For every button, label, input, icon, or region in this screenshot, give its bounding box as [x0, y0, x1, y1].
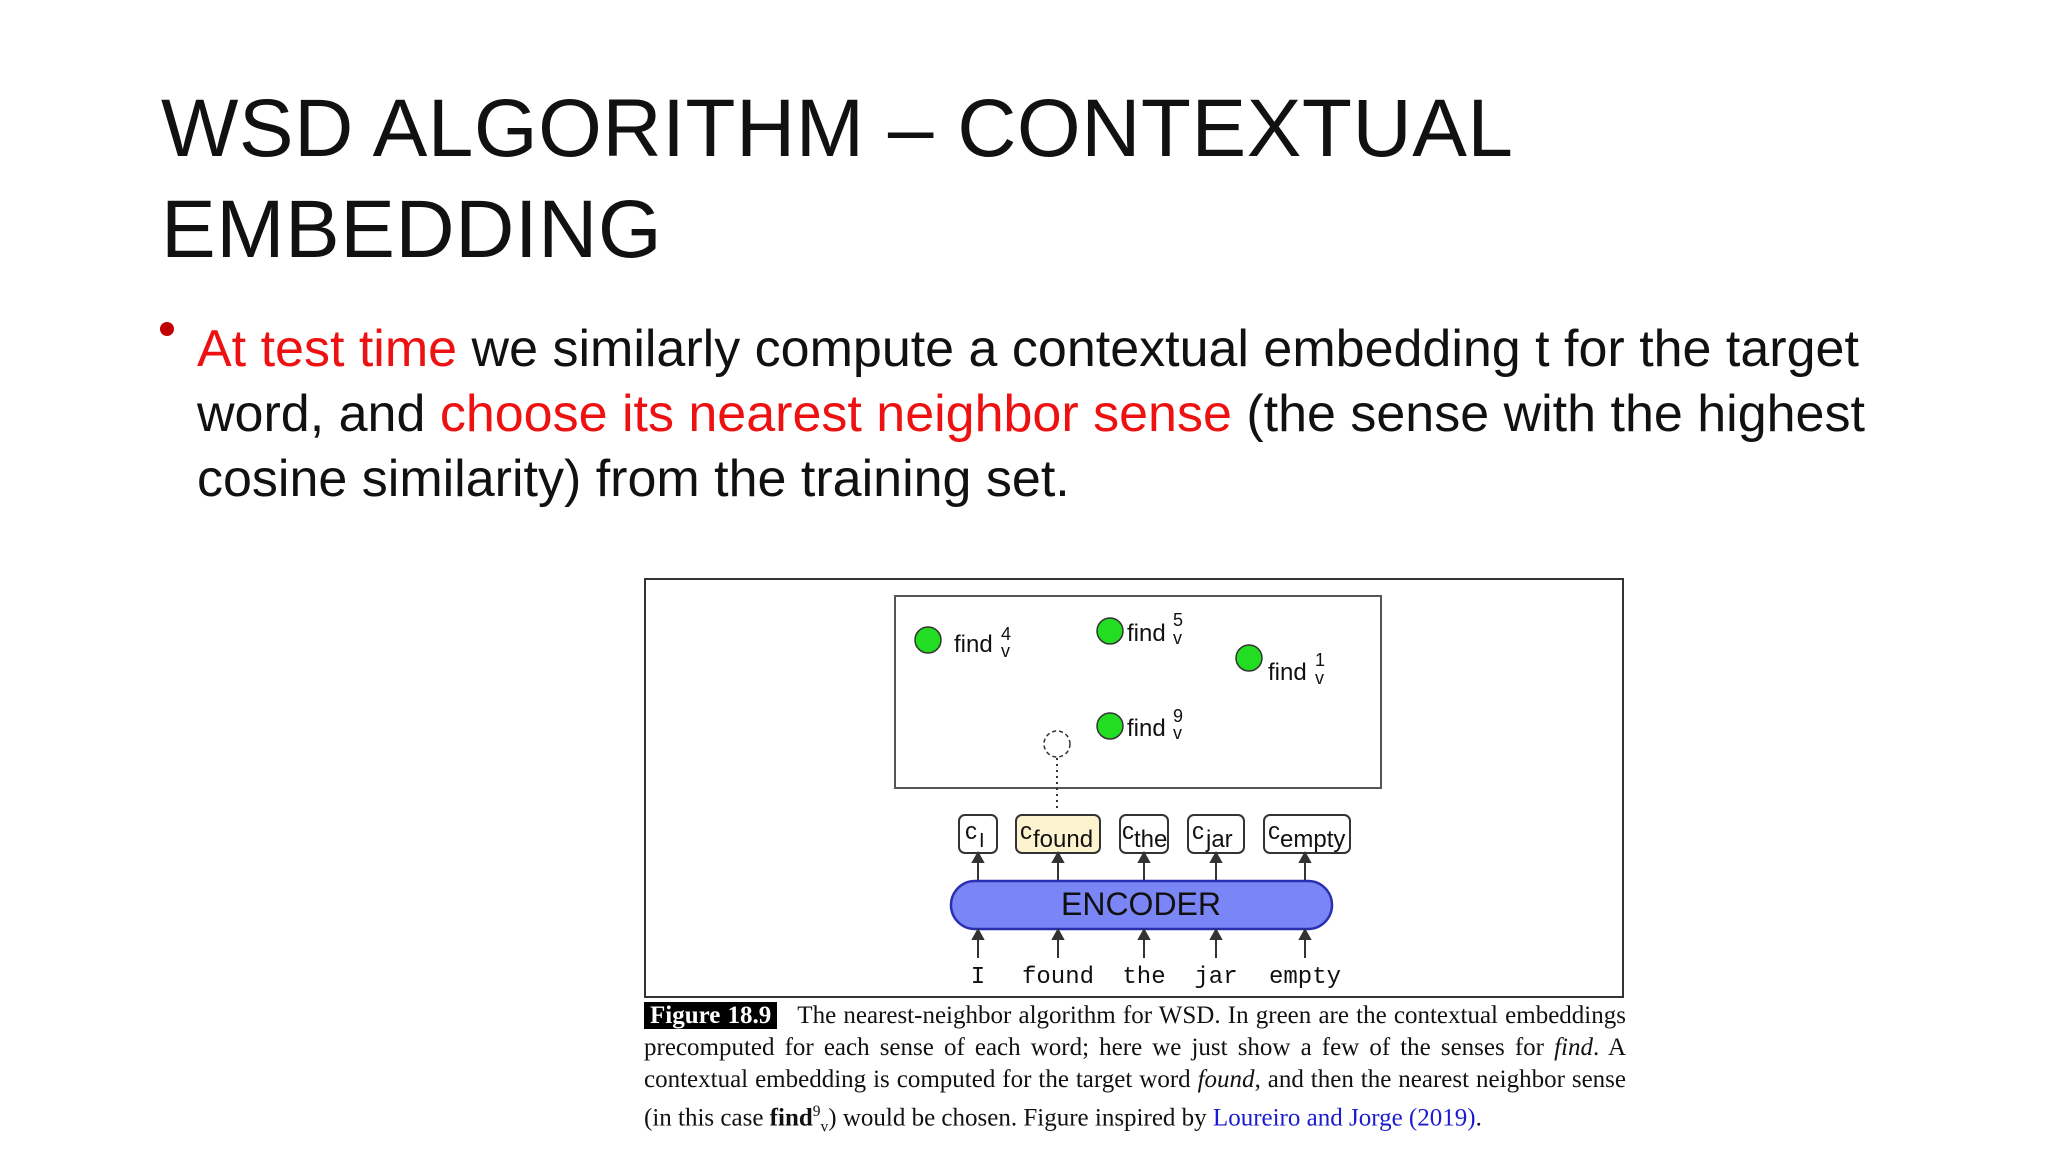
caption-italic: found	[1197, 1066, 1255, 1093]
sense-sub: v	[1173, 723, 1182, 743]
figure-diagram	[644, 578, 1624, 998]
context-prefix: c	[1192, 818, 1204, 845]
encoder-output-arrows	[973, 853, 1310, 881]
svg-text:find	[954, 631, 993, 658]
bullet-segment: we similarly compute a contextual embedding t for the target word, and	[197, 320, 1859, 443]
sense-dot	[1236, 645, 1262, 671]
sense-label: find	[1268, 659, 1307, 686]
input-tokens	[971, 964, 1341, 991]
context-sub: empty	[1280, 826, 1346, 853]
context-box-the	[1120, 815, 1168, 853]
token: empty	[1268, 964, 1342, 991]
caption-sub: v	[820, 1118, 829, 1136]
title-line-2: EMBEDDING	[161, 184, 663, 275]
sense-sup: 9	[1173, 706, 1184, 726]
sense-sup: 4	[1001, 624, 1012, 644]
sense-dot	[1097, 713, 1123, 739]
token: found	[1021, 964, 1095, 991]
caption-text: The nearest-neighbor algorithm for WSD. In green are the contextual embeddings precomputed for each sense of each word; here we just show a few of the senses for	[644, 1002, 1626, 1061]
sense-sup: 1	[1315, 650, 1326, 670]
sense-label: find	[1127, 715, 1166, 742]
context-sub: jar	[1206, 826, 1233, 853]
encoder-input-arrows	[973, 930, 1310, 958]
bullet-segment: (the sense with the highest cosine similarity) from the training set.	[197, 385, 1865, 508]
figure-caption	[644, 1000, 1626, 1143]
caption-sup: 9	[812, 1103, 821, 1120]
caption-text: .	[1475, 1104, 1482, 1132]
encoder-label: ENCODER	[1060, 886, 1222, 922]
context-box-jar	[1188, 815, 1244, 853]
sense-label: find	[954, 631, 993, 658]
token: the	[1122, 964, 1166, 991]
bullet-marker	[160, 322, 174, 336]
caption-italic: find	[1554, 1034, 1593, 1061]
bullet-text	[197, 317, 1887, 512]
token: jar	[1194, 964, 1238, 991]
highlight-test-time: At test time	[197, 320, 458, 378]
context-box-found	[1016, 815, 1100, 853]
caption-bold: find	[769, 1104, 813, 1132]
highlight-nearest-neighbor: choose its nearest neighbor sense	[439, 385, 1232, 443]
sense-dot	[915, 627, 941, 653]
slide-title	[161, 78, 1861, 280]
context-sub: the	[1134, 826, 1168, 853]
target-embedding-dashed-circle	[1044, 731, 1070, 757]
citation-link[interactable]: Loureiro and Jorge (2019)	[1212, 1104, 1476, 1132]
caption-text: . A contextual embedding is computed for the target word	[644, 1034, 1626, 1093]
context-prefix: c	[1122, 818, 1134, 845]
caption-text: ) would be chosen. Figure inspired by	[828, 1104, 1213, 1132]
sense-label: find	[1127, 620, 1166, 647]
title-line-1: WSD ALGORITHM – CONTEXTUAL	[161, 83, 1514, 174]
sense-sub: v	[1173, 628, 1182, 648]
context-prefix: c	[1268, 818, 1280, 845]
context-sub: found	[1033, 826, 1094, 853]
figure-number-label: Figure 18.9	[644, 1002, 777, 1029]
token: I	[970, 964, 986, 991]
sense-dot	[1097, 618, 1123, 644]
context-box-I	[959, 815, 997, 853]
sense-sub: v	[1315, 668, 1324, 688]
context-prefix: c	[1020, 818, 1032, 845]
context-sub: I	[979, 830, 985, 852]
context-prefix: c	[965, 818, 977, 845]
sense-sub: v	[1001, 641, 1010, 661]
context-box-empty	[1264, 815, 1350, 853]
caption-text: , and then the nearest neighbor sense (in this case	[644, 1066, 1626, 1132]
sense-sup: 5	[1173, 610, 1184, 630]
